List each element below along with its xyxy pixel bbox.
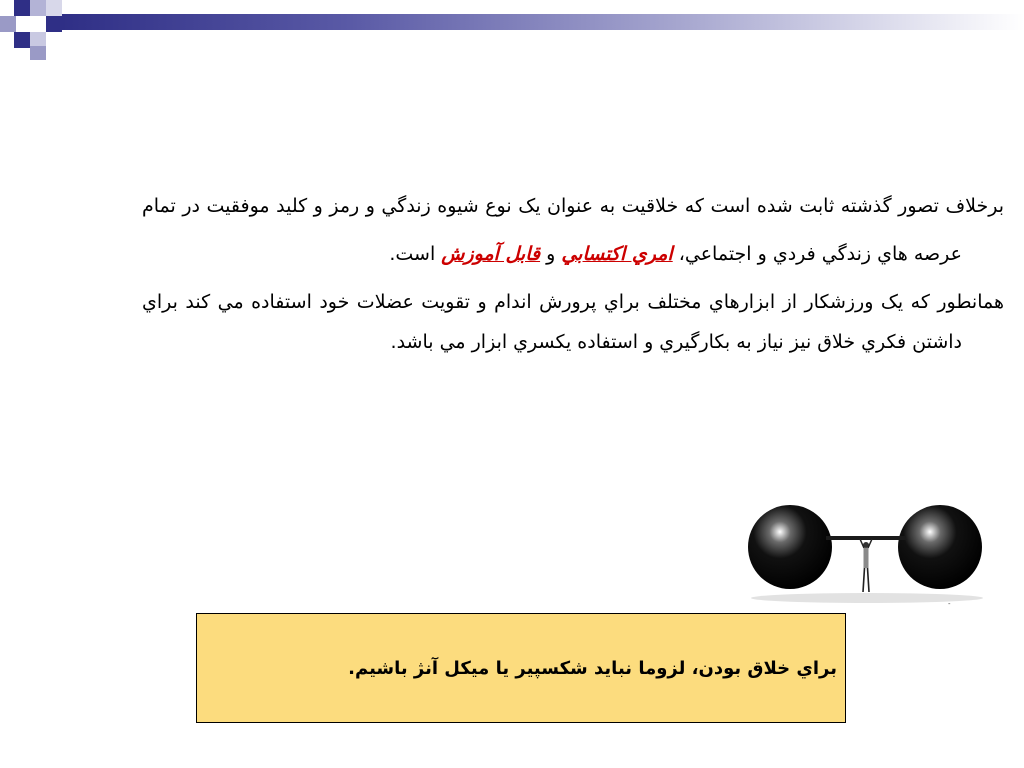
highlight-acquired: امري اکتسابي [561, 243, 673, 265]
paragraph-acquired-creativity [100, 182, 1004, 278]
weightlifter-barbell-icon [748, 502, 986, 610]
right-ball [898, 505, 982, 589]
paragraph1-text: برخلاف تصور گذشته ثابت شده است که خلاقیت به عنوان یک نوع شیوه زندگي و رمز و کلید موفقیت در تمام عرصه هاي زندگي فردي و اجتماعي، [142, 195, 1004, 265]
corner-square-4 [0, 16, 16, 32]
corner-square-7 [14, 32, 30, 48]
paragraph1-ending: است. [389, 243, 442, 265]
quote-box [196, 613, 846, 723]
corner-square-5 [30, 16, 46, 32]
corner-square-9 [30, 46, 46, 60]
left-ball [748, 505, 832, 589]
quote-text: براي خلاق بودن، لزوما نباید شکسپیر یا میکل آنژ باشیم. [348, 657, 837, 679]
paragraph-athlete-analogy: همانطور که یک ورزشکار از ابزارهاي مختلف براي پرورش اندام و تقویت عضلات خود استفاده مي کند براي داشتن فکري خلاق نیز نیاز به بکارگیري و استفاده یکسري ابزار مي باشد. [142, 291, 1004, 353]
slide-body [100, 182, 1004, 362]
header-gradient-bar [62, 14, 1024, 30]
corner-square-3 [46, 0, 62, 16]
corner-square-1 [14, 0, 30, 16]
barbell-bar [826, 536, 906, 540]
svg-text:-: - [948, 600, 951, 608]
highlight-teachable: قابل آموزش [441, 243, 541, 265]
paragraph1-connector: و [540, 243, 562, 265]
lifter-body [864, 548, 869, 568]
corner-square-6 [46, 16, 62, 32]
corner-square-2 [30, 0, 46, 16]
